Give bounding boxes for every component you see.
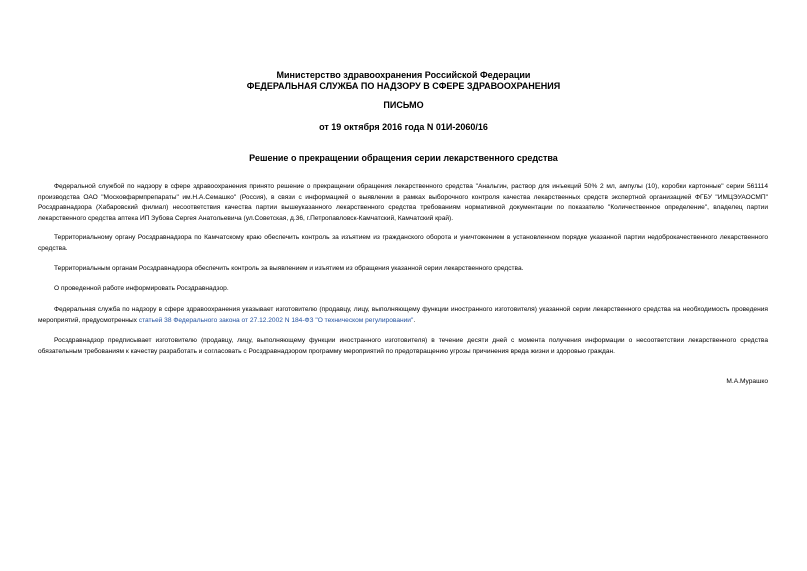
paragraph-inform: О проведенной работе информировать Росздравнадзор. — [54, 285, 229, 292]
paragraph-kamchatka-control: Территориальному органу Росздравнадзора по Камчатскому краю обеспечить контроль за изъятием из гражданского оборота и уничтожением в установленном порядке указанной партии недоброкачественного лекарственного средства. — [38, 234, 768, 252]
signature: М.А.Мурашко — [726, 378, 768, 385]
paragraph-manufacturer-measures — [38, 305, 768, 326]
paragraph-territorial-bodies: Территориальным органам Росздравнадзора обеспечить контроль за выявлением и изъятием из обращения указанной серии лекарственного средства. — [54, 265, 524, 272]
date-number-heading: от 19 октября 2016 года N 01И-2060/16 — [319, 122, 488, 132]
ministry-heading: Министерство здравоохранения Российской Федерации — [276, 70, 531, 80]
paragraph-decision: Федеральной службой по надзору в сфере здравоохранения принято решение о прекращении обращения лекарственного средства "Анальгин, раствор для инъекций 50% 2 мл, ампулы (10), коробки картонные" серии 561114 производства ОАО "Московфармпрепараты" им.Н.А.Семашко" (Россия), в связи с информацией о выявлении в рамках выборочного контроля качества лекарственных средств экспертной организацией ФГБУ "ИМЦЭУАОСМП" Росздравнадзора (Хабаровский филиал) несоответствия качества партии вышеуказанного лекарственного средства требованиям нормативной документации по показателю "Количественное определение", владелец партии лекарственного средства аптека ИП Зубова Сергея Анатольевича (ул.Советская, д.36, г.Петропавловск-Камчатский, Камчатский край). — [38, 183, 768, 223]
paragraph-manufacturer-text: Федеральная служба по надзору в сфере здравоохранения указывает изготовителю (продавцу, лицу, выполняющему функции иностранного изготовителя) указанной серии лекарственного средства на необходимость проведения мероприятий, предусмотренных — [38, 306, 768, 324]
document-type-heading: ПИСЬМО — [383, 100, 424, 110]
service-heading: ФЕДЕРАЛЬНАЯ СЛУЖБА ПО НАДЗОРУ В СФЕРЕ ЗДРАВООХРАНЕНИЯ — [246, 81, 561, 91]
paragraph-prescription: Росздравнадзор предписывает изготовителю (продавцу, лицу, выполняющему функции иностранного изготовителя) в течение десяти дней с момента получения информации о несоответствии лекарственного средства обязательным требованиям к качеству разработать и согласовать с Росздравнадзором программу мероприятий по предотвращению угрозы причинения вреда жизни и здоровью граждан. — [38, 337, 768, 355]
law-article-link[interactable]: статьей 38 Федерального закона от 27.12.2002 N 184-ФЗ "О техническом регулировании" — [138, 316, 414, 324]
subject-heading: Решение о прекращении обращения серии лекарственного средства — [249, 153, 558, 163]
paragraph-manufacturer-end: . — [413, 316, 416, 324]
